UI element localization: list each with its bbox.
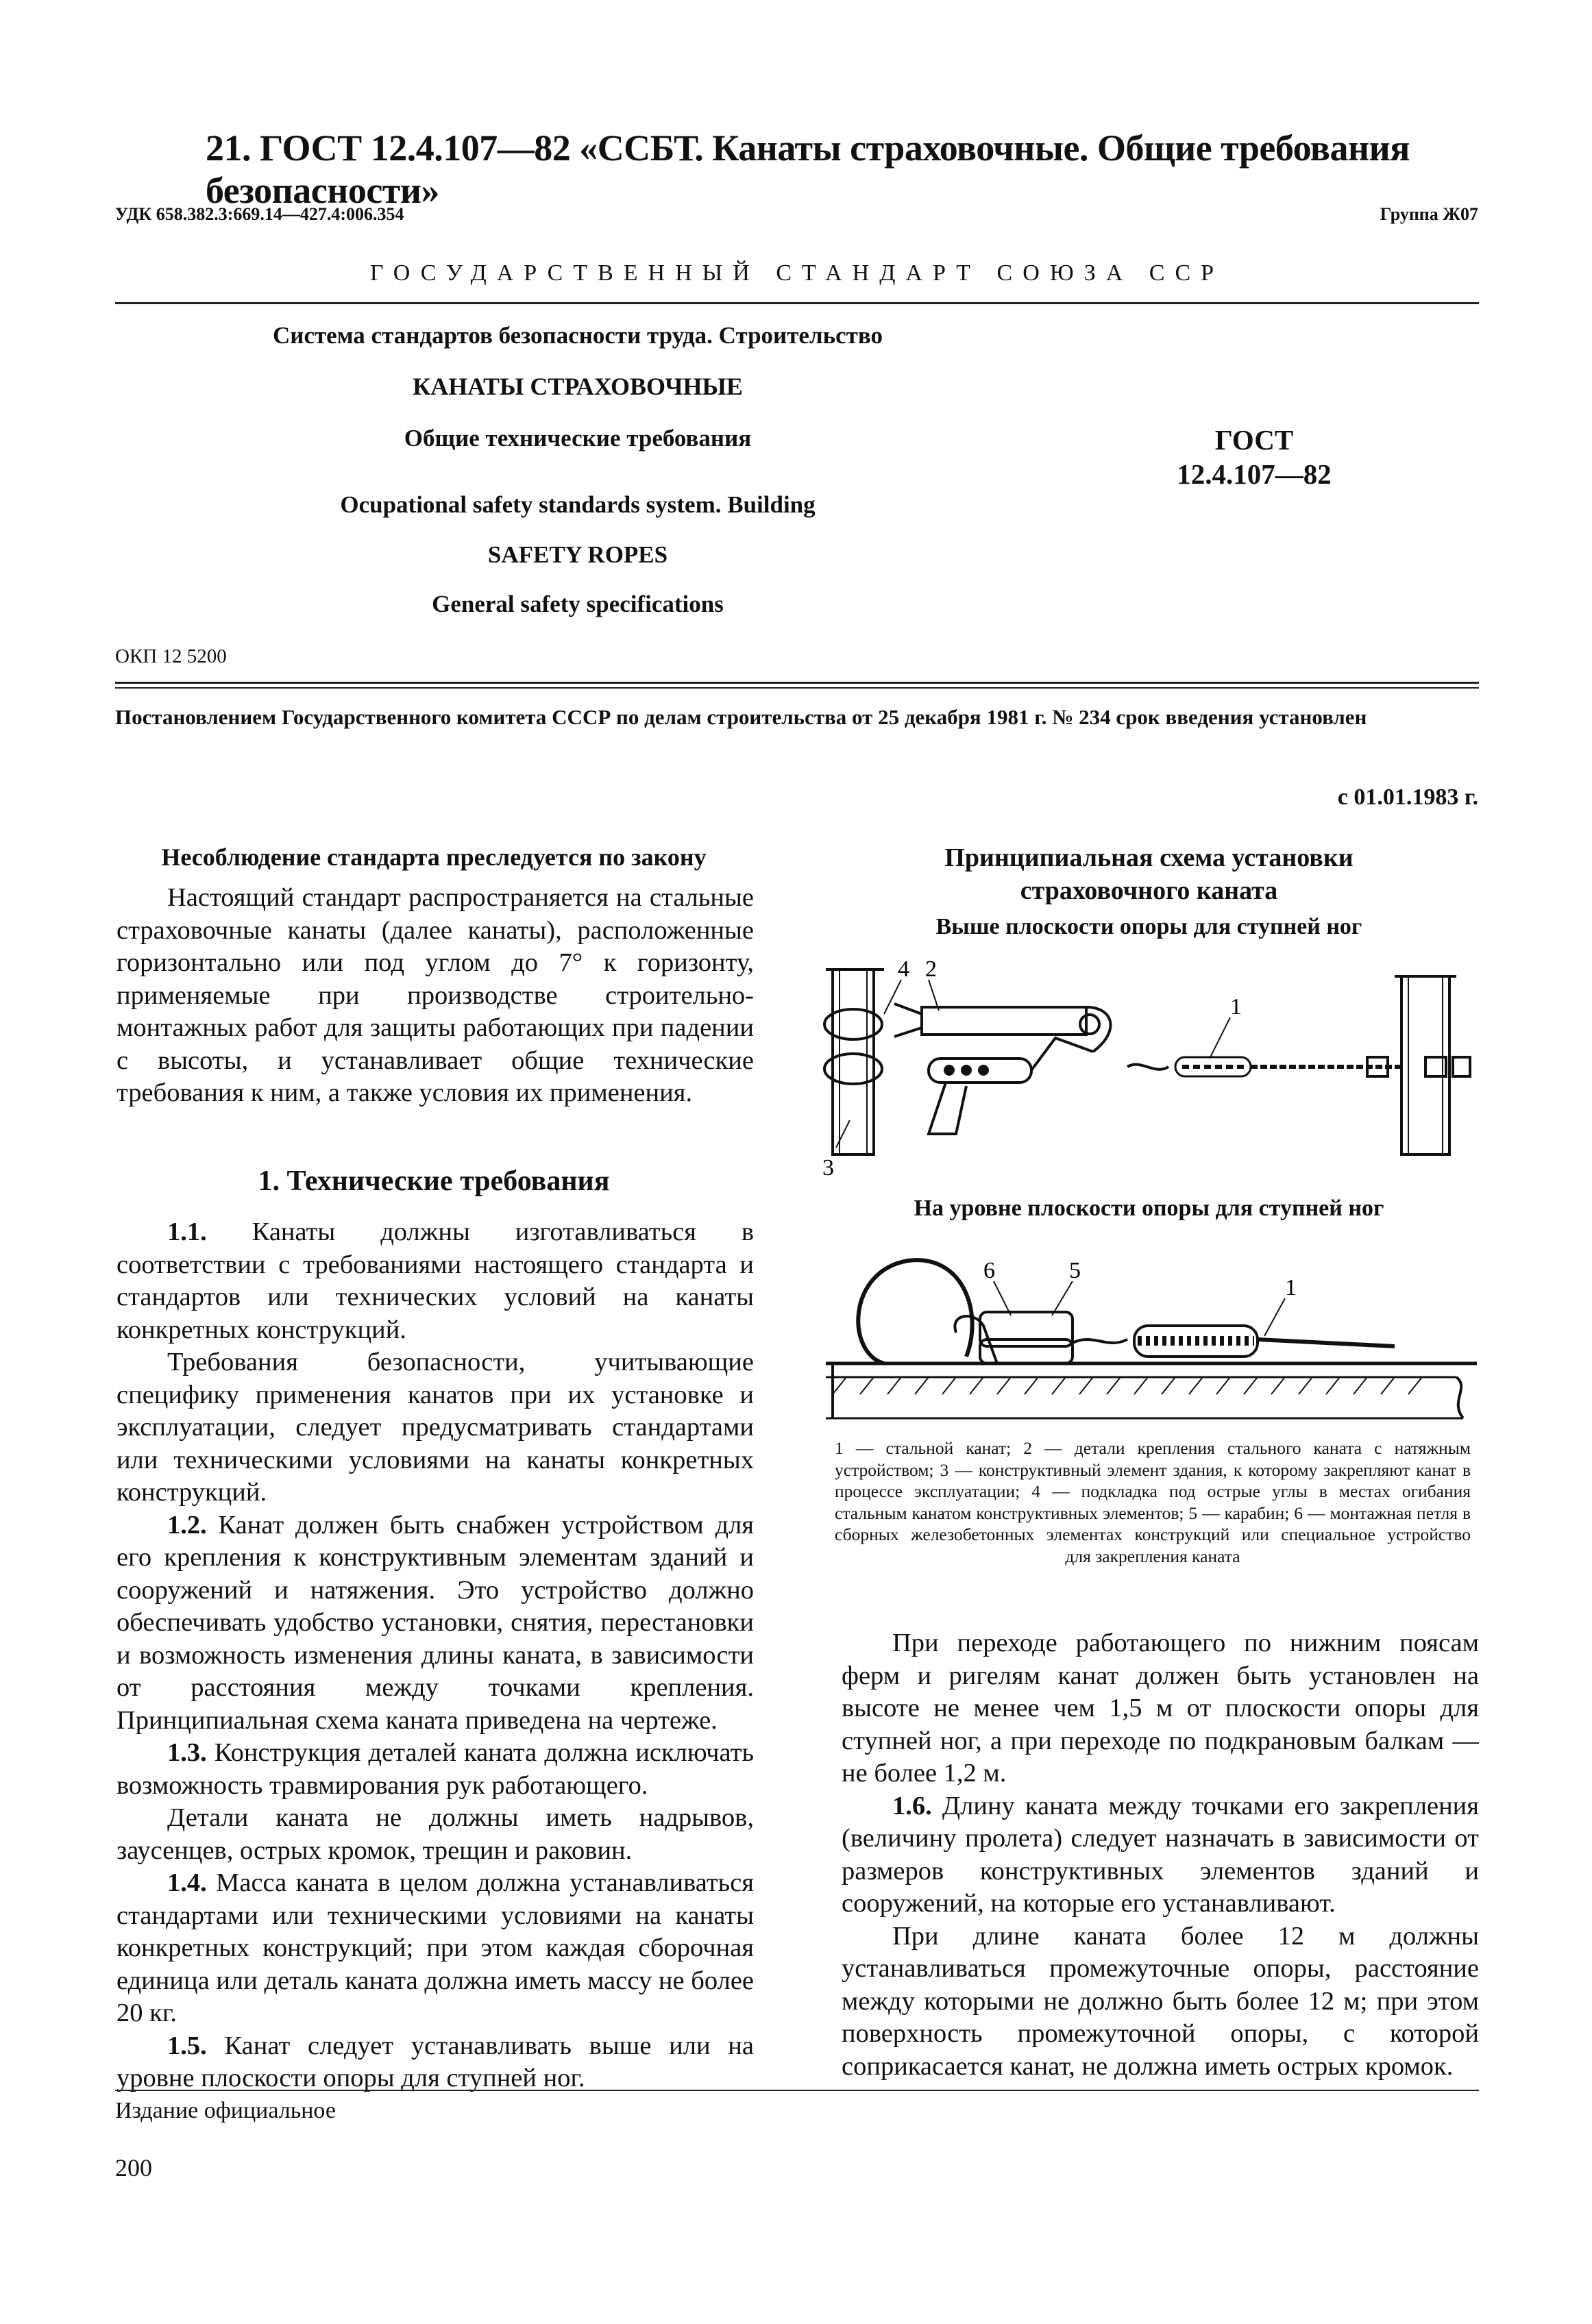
- label-2: 2: [925, 956, 937, 982]
- clause-1-3b: Детали каната не должны иметь надрывов, заусенцев, острых кромок, трещин и раковин.: [117, 1803, 754, 1865]
- left-body: [117, 1216, 754, 2095]
- clause-1-3-number: 1.3.: [167, 1738, 207, 1767]
- label-5: 5: [1069, 1258, 1081, 1283]
- label-1-level: 1: [1285, 1275, 1297, 1300]
- page-number: 200: [115, 2154, 152, 2181]
- intro-text: Настоящий стандарт распространяется на стальные страховочные канаты (далее канаты), расположенные горизонтально или под углом до 7° к горизонту, применяемые при производстве строительно-монтажных работ для защиты работающих при падении с высоты, и устанавливает общие технические требования к ним, а также условия их применения.: [117, 883, 754, 1107]
- document-title: 21. ГОСТ 12.4.107—82 «ССБТ. Канаты страховочные. Общие требования безопасности»: [206, 127, 1410, 211]
- law-notice: Несоблюдение стандарта преследуется по закону: [161, 843, 707, 871]
- clause-1-4-number: 1.4.: [167, 1868, 207, 1897]
- label-3: 3: [822, 1155, 834, 1180]
- figure-subtitle-level: На уровне плоскости опоры для ступней ног: [914, 1196, 1384, 1221]
- name-ru: КАНАТЫ СТРАХОВОЧНЫЕ: [413, 373, 743, 400]
- group-code: Группа Ж07: [1380, 204, 1478, 224]
- label-1-above: 1: [1230, 994, 1242, 1019]
- effective-date: с 01.01.1983 г.: [1337, 784, 1478, 810]
- system-title-ru: Система стандартов безопасности труда. Строительство: [273, 322, 883, 349]
- clause-1-5: [117, 2030, 754, 2095]
- edition-note: Издание официальное: [115, 2098, 336, 2123]
- transition-paragraph: При переходе работающего по нижним поясам ферм и ригелям канат должен быть установлен на высоте не менее чем 1,5 м от плоскости опоры для ступней ног, а при переходе по подкрановым балкам — не более 1,2 м.: [842, 1629, 1479, 1788]
- figure-title-line-1: Принципиальная схема установки: [944, 843, 1354, 872]
- figure-title-line-2: страховочного каната: [1020, 876, 1278, 905]
- clause-1-3-text: Конструкция деталей каната должна исключать возможность травмирования рук работающего.: [117, 1738, 754, 1800]
- clause-1-4: [117, 1867, 754, 2030]
- clause-1-6: [842, 1790, 1479, 1920]
- clause-1-6b: При длине каната более 12 м должны устанавливаться промежуточные опоры, расстояние между которыми не должно быть более 12 м; при этом поверхность промежуточной опоры, с которой соприкасается канат, не должна иметь острых кромок.: [842, 1921, 1479, 2081]
- figure-caption: [835, 1437, 1471, 1567]
- clause-1-6-text: Длину каната между точками его закрепления (величину пролета) следует назначать в зависимости от размеров конструктивных элементов зданий и сооружений, на которые его устанавливают.: [842, 1791, 1479, 1918]
- title-rule-2: [115, 687, 1479, 689]
- udk-code: УДК 658.382.3:669.14—427.4:006.354: [115, 204, 404, 224]
- figure-caption-text: 1 — стальной канат; 2 — детали крепления стального каната с натяжным устройством; 3 — конструктивный элемент здания, к которому закрепляют канат в процессе эксплуатации; 4 — подкладка под острые углы в местах огибания стальным канатом конструктивных элементов; 5 — карабин; 6 — монтажная петля в сборных железобетонных элементах конструкций или специальное устройство: [835, 1438, 1471, 1544]
- clause-1-5-text: Канат следует устанавливать выше или на уровне плоскости опоры для ступней ног.: [117, 2031, 754, 2092]
- label-4: 4: [898, 956, 909, 982]
- clause-1-1-number: 1.1.: [167, 1217, 207, 1246]
- clause-1-3: [117, 1737, 754, 1802]
- gost-label: ГОСТ: [1214, 424, 1294, 456]
- label-6: 6: [983, 1258, 995, 1283]
- decree-text: Постановлением Государственного комитета СССР по делам строительства от 25 декабря 1981 г. № 234 срок введения установлен: [115, 705, 1367, 729]
- section-heading: 1. Технические требования: [258, 1165, 610, 1197]
- clause-1-6-number: 1.6.: [892, 1791, 932, 1820]
- title-rule-1: [115, 682, 1479, 684]
- clause-1-2-text: Канат должен быть снабжен устройством для его крепления к конструктивным элементам зданий и сооружений и натяжения. Это устройство должно обеспечивать удобство установки, снятия, перестановки и возможность изменения длины каната, в зависимости от расстояния между точками крепления. Принципиальная схема каната приведена на чертеже.: [117, 1510, 754, 1735]
- system-title-en: Ocupational safety standards system. Building: [340, 491, 816, 518]
- clause-1-1: [117, 1216, 754, 1346]
- right-body: [842, 1627, 1479, 2083]
- okp-code: ОКП 12 5200: [115, 645, 227, 667]
- clause-1-2: [117, 1509, 754, 1738]
- footer-rule: [115, 2090, 1479, 2091]
- diagram-level-platform: [819, 1230, 1479, 1425]
- clause-1-1b: Требования безопасности, учитывающие специфику применения канатов при их установке и эксплуатации, следует предусматривать стандартами или техническими условиями на канаты конкретных конструкций.: [117, 1348, 754, 1507]
- figure-subtitle-above: Выше плоскости опоры для ступней ног: [935, 914, 1362, 939]
- clause-1-1-text: Канаты должны изготавливаться в соответствии с требованиями настоящего стандарта и стандартов или технических условий на канаты конкретных конструкций.: [117, 1217, 755, 1344]
- subtitle-en: General safety specifications: [432, 591, 724, 617]
- clause-1-2-number: 1.2.: [167, 1510, 207, 1540]
- diagram-above-platform: [819, 949, 1479, 1182]
- intro-paragraph: [117, 882, 754, 1110]
- clause-1-4-text: Масса каната в целом должна устанавливаться стандартами или техническими условиями на канаты конкретных конструкций; при этом каждая сборочная единица или деталь каната должна иметь массу не более 20 кг.: [117, 1868, 755, 2027]
- header-rule: [115, 302, 1479, 304]
- gost-number: 12.4.107—82: [1177, 458, 1332, 490]
- subtitle-ru: Общие технические требования: [404, 425, 752, 452]
- name-en: SAFETY ROPES: [487, 541, 668, 568]
- state-standard-banner: ГОСУДАРСТВЕННЫЙ СТАНДАРТ СОЮЗА ССР: [369, 260, 1225, 286]
- clause-1-5-number: 1.5.: [167, 2031, 207, 2060]
- figure-caption-last-line: для закрепления каната: [1065, 1546, 1240, 1566]
